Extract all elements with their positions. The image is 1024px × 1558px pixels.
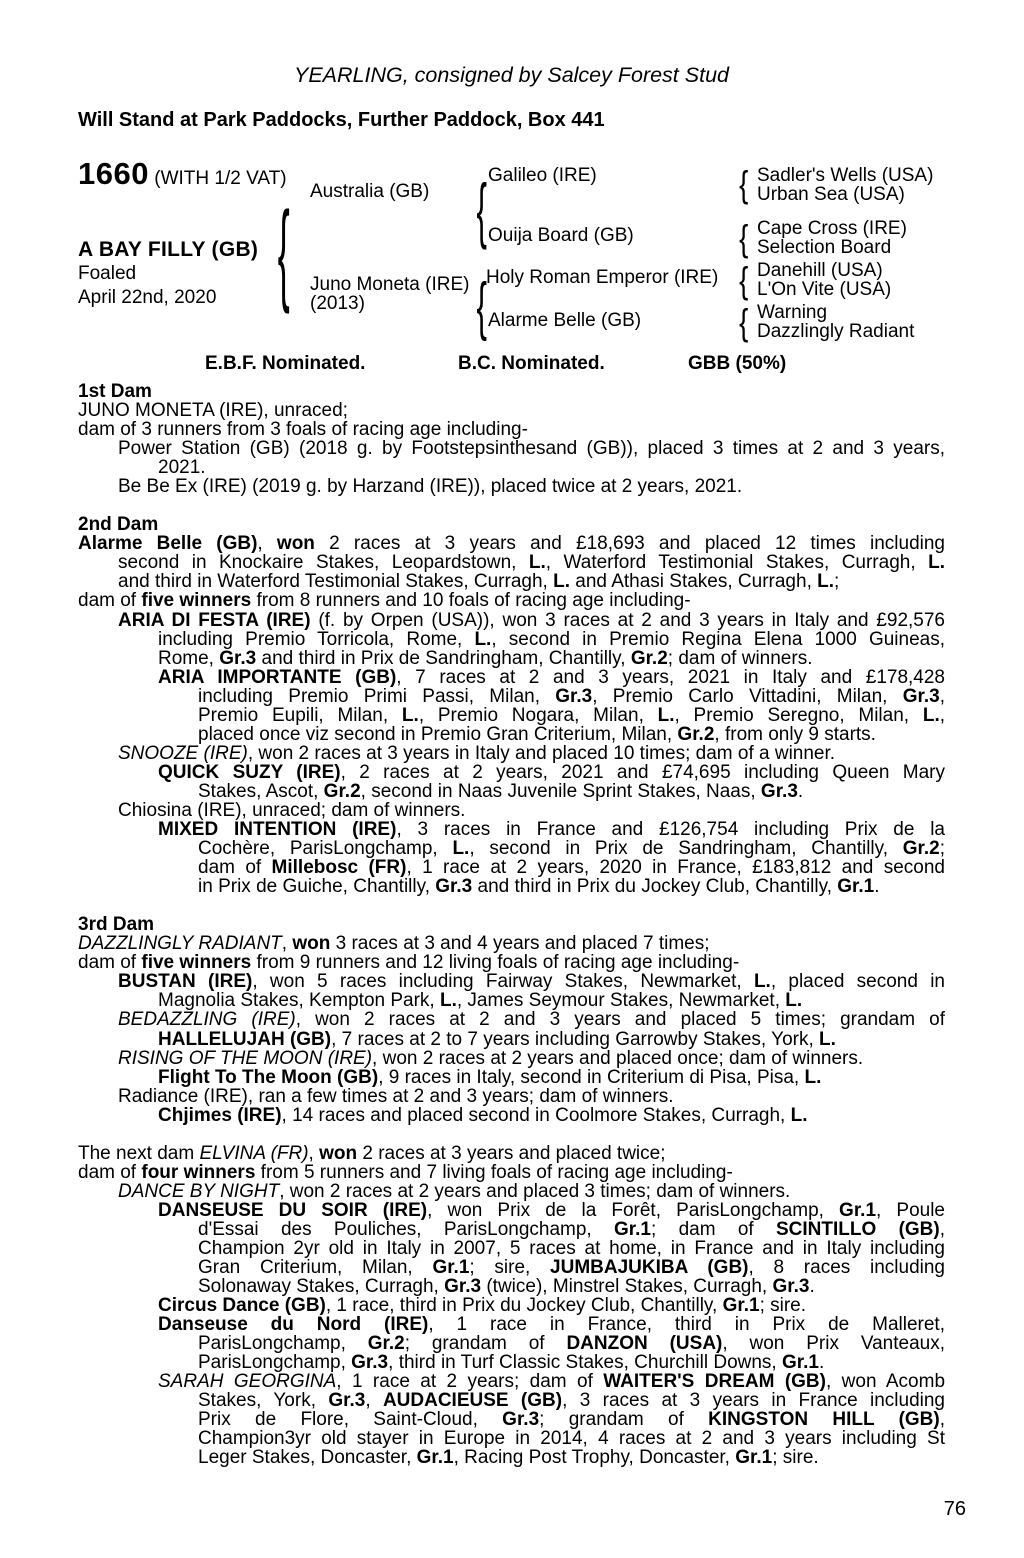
pedigree-text-line: Be Be Ex (IRE) (2019 g. by Harzand (IRE)), placed twice at 2 years, 2021. <box>118 476 743 498</box>
great-grandparent-name: Cape Cross (IRE) <box>757 218 907 239</box>
pedigree-text-line: Circus Dance (GB), 1 race, third in Prix du Jockey Club, Chantilly, Gr.1; sire. <box>158 1295 807 1317</box>
pedigree-text-line: Chjimes (IRE), 14 races and placed second in Coolmore Stakes, Curragh, L. <box>158 1104 808 1126</box>
pedigree-text-line: second in Knockaire Stakes, Leopardstown, L., Waterford Testimonial Stakes, Curragh, L. <box>118 552 945 574</box>
sire-name: Australia (GB) <box>310 181 430 202</box>
pedigree-text-line: dam of five winners from 9 runners and 12 living foals of racing age including- <box>78 952 740 974</box>
pedigree-text-line: Premio Eupili, Milan, L., Premio Nogara, Milan, L., Premio Seregno, Milan, L., <box>198 704 946 726</box>
dam-section <box>78 1144 945 1468</box>
great-grandparent-name: Sadler's Wells (USA) <box>757 165 934 186</box>
great-grandparent-name: Danehill (USA) <box>757 260 883 281</box>
pedigree-text-line: Flight To The Moon (GB), 9 races in Italy, second in Criterium di Pisa, Pisa, L. <box>158 1066 822 1088</box>
page-title: YEARLING, consigned by Salcey Forest Stud <box>294 63 729 87</box>
stand-note: Will Stand at Park Paddocks, Further Paddock, Box 441 <box>78 109 605 131</box>
dam-name-text: Juno Moneta (IRE) <box>310 274 470 295</box>
pedigree-text-line: Prix de Flore, Saint-Cloud, Gr.3; grandam of KINGSTON HILL (GB), <box>198 1409 946 1431</box>
pedigree-text-line: including Premio Torricola, Rome, L., second in Premio Regina Elena 1000 Guineas, <box>158 628 945 650</box>
lot <box>78 156 287 191</box>
pedigree-text-line: d'Essai des Pouliches, ParisLongchamp, Gr.1; dam of SCINTILLO (GB), <box>198 1218 946 1240</box>
brace-icon: { <box>739 163 749 205</box>
pedigree-text-line: 2021. <box>158 457 206 479</box>
page-number: 76 <box>943 1498 966 1520</box>
pedigree-text-line: dam of four winners from 5 runners and 7 living foals of racing age including- <box>78 1161 733 1183</box>
pedigree-text-line: dam of Millebosc (FR), 1 race at 2 years, 2020 in France, £183,812 and second <box>198 857 945 879</box>
dam-heading: 1st Dam <box>78 381 152 402</box>
pedigree-text-line: Stakes, Ascot, Gr.2, second in Naas Juvenile Sprint Stakes, Naas, Gr.3. <box>198 780 804 802</box>
great-grandparent-name: Dazzlingly Radiant <box>757 320 915 342</box>
pedigree-text-line: and third in Waterford Testimonial Stakes, Curragh, L. and Athasi Stakes, Curragh, L.; <box>118 571 840 593</box>
dam-sire-parents <box>757 262 891 300</box>
great-grandparent-name: Warning <box>757 302 828 323</box>
pedigree-text-line: RISING OF THE MOON (IRE), won 2 races at 2 years and placed once; dam of winners. <box>118 1047 864 1069</box>
pedigree-text-line: HALLELUJAH (GB), 7 races at 2 to 7 years including Garrowby Stakes, York, L. <box>158 1028 836 1050</box>
dam-heading: 2nd Dam <box>78 514 159 536</box>
great-grandparent-name: Urban Sea (USA) <box>757 183 905 205</box>
brace-icon: { <box>739 217 749 259</box>
pedigree-text-line: Danseuse du Nord (IRE), 1 race in France, third in Prix de Malleret, <box>158 1314 945 1336</box>
pedigree-text-line: Chiosina (IRE), unraced; dam of winners. <box>118 799 466 821</box>
pedigree-text-line: Stakes, York, Gr.3, AUDACIEUSE (GB), 3 races at 3 years in France including <box>198 1390 945 1412</box>
lot-vat-note: (WITH 1/2 VAT) <box>154 168 287 189</box>
sire-dam-name: Ouija Board (GB) <box>488 225 634 246</box>
pedigree-text-line: Power Station (GB) (2018 g. by Footstepsinthesand (GB)), placed 3 times at 2 and 3 years, <box>118 438 945 460</box>
nominations-row <box>78 354 945 374</box>
dam-section <box>78 382 945 496</box>
bc-nominated-label: B.C. Nominated. <box>458 353 605 374</box>
foaled-date: April 22nd, 2020 <box>78 286 217 308</box>
subject-name: A BAY FILLY (GB) <box>78 238 259 261</box>
pedigree-text-line: placed once viz second in Premio Gran Criterium, Milan, Gr.2, from only 9 starts. <box>198 723 876 745</box>
pedigree-table <box>78 147 945 347</box>
pedigree-text-line: JUNO MONETA (IRE), unraced; <box>78 400 348 422</box>
dam-sire-name: Holy Roman Emperor (IRE) <box>486 267 719 288</box>
pedigree-text-line: ARIA DI FESTA (IRE) (f. by Orpen (USA)), won 3 races at 2 and 3 years in Italy and £92,576 <box>118 609 945 631</box>
dam-dam-name: Alarme Belle (GB) <box>488 310 642 331</box>
page-content <box>78 0 945 1468</box>
dam-section <box>78 915 945 1125</box>
pedigree-text-line: Rome, Gr.3 and third in Prix de Sandringham, Chantilly, Gr.2; dam of winners. <box>158 647 813 669</box>
brace-icon: { <box>278 187 290 315</box>
brace-icon: { <box>739 301 749 343</box>
foaled-label: Foaled <box>78 263 137 284</box>
pedigree-text-line: BEDAZZLING (IRE), won 2 races at 2 and 3 years and placed 5 times; grandam of <box>118 1009 945 1031</box>
pedigree-text-line: SARAH GEORGINA, 1 race at 2 years; dam of WAITER'S DREAM (GB), won Acomb <box>158 1371 946 1393</box>
great-grandparent-name: L'On Vite (USA) <box>757 278 892 300</box>
dam-section <box>78 515 945 896</box>
dam-year: (2013) <box>310 293 365 314</box>
pedigree-text-line: Alarme Belle (GB), won 2 races at 3 years and £18,693 and placed 12 times including <box>78 533 946 555</box>
pedigree-text-line: ARIA IMPORTANTE (GB), 7 races at 2 and 3 years, 2021 in Italy and £178,428 <box>158 666 945 688</box>
ebf-nominated-label: E.B.F. Nominated. <box>205 353 366 374</box>
pedigree-text-line: dam of 3 runners from 3 foals of racing age including- <box>78 419 528 441</box>
pedigree-text-line: ParisLongchamp, Gr.3, third in Turf Classic Stakes, Churchill Downs, Gr.1. <box>198 1352 825 1374</box>
pedigree-text-line: SNOOZE (IRE), won 2 races at 3 years in Italy and placed 10 times; dam of a winner. <box>118 742 836 764</box>
pedigree-text-line: Champion 2yr old in Italy in 2007, 5 races at home, in France and in Italy including <box>198 1237 945 1259</box>
lot-number: 1660 <box>78 156 149 191</box>
great-grandparent-name: Selection Board <box>757 236 892 258</box>
sire-sire-name: Galileo (IRE) <box>488 165 597 186</box>
pedigree-text-line: Gran Criterium, Milan, Gr.1; sire, JUMBAJUKIBA (GB), 8 races including <box>198 1257 945 1279</box>
gbb-label: GBB (50%) <box>688 353 787 374</box>
pedigree-text-line: Magnolia Stakes, Kempton Park, L., James Seymour Stakes, Newmarket, L. <box>158 990 803 1012</box>
pedigree-text-line: Champion3yr old stayer in Europe in 2014, 4 races at 2 and 3 years including St <box>198 1428 945 1450</box>
pedigree-text-line: DANSEUSE DU SOIR (IRE), won Prix de la Forêt, ParisLongchamp, Gr.1, Poule <box>158 1199 946 1221</box>
dams <box>78 382 945 1468</box>
dam-dam-parents <box>757 304 914 342</box>
pedigree-text-line: including Premio Primi Passi, Milan, Gr.3, Premio Carlo Vittadini, Milan, Gr.3, <box>198 685 945 707</box>
dam-heading: 3rd Dam <box>78 914 155 936</box>
sire-sire-parents <box>757 167 933 205</box>
pedigree-text-line: dam of five winners from 8 runners and 10 foals of racing age including- <box>78 590 691 612</box>
pedigree-text-line: Radiance (IRE), ran a few times at 2 and 3 years; dam of winners. <box>118 1085 674 1107</box>
pedigree-text-line: ParisLongchamp, Gr.2; grandam of DANZON (USA), won Prix Vanteaux, <box>198 1333 945 1355</box>
brace-icon: { <box>476 268 488 342</box>
pedigree-text-line: Solonaway Stakes, Curragh, Gr.3 (twice), Minstrel Stakes, Curragh, Gr.3. <box>198 1276 815 1298</box>
pedigree-text-line: The next dam ELVINA (FR), won 2 races at 3 years and placed twice; <box>78 1142 666 1164</box>
sire-dam-parents <box>757 220 907 258</box>
pedigree-text-line: DAZZLINGLY RADIANT, won 3 races at 3 and 4 years and placed 7 times; <box>78 933 710 955</box>
subject-horse <box>78 237 293 309</box>
brace-icon: { <box>476 167 488 251</box>
pedigree-text-line: in Prix de Guiche, Chantilly, Gr.3 and third in Prix du Jockey Club, Chantilly, Gr.1. <box>198 876 880 898</box>
pedigree-text-line: BUSTAN (IRE), won 5 races including Fairway Stakes, Newmarket, L., placed second in <box>118 971 945 993</box>
brace-icon: { <box>739 259 749 301</box>
pedigree-text-line: DANCE BY NIGHT, won 2 races at 2 years and placed 3 times; dam of winners. <box>118 1180 791 1202</box>
pedigree-text-line: Leger Stakes, Doncaster, Gr.1, Racing Post Trophy, Doncaster, Gr.1; sire. <box>198 1447 819 1469</box>
pedigree-text-line: Cochère, ParisLongchamp, L., second in Prix de Sandringham, Chantilly, Gr.2; <box>198 838 946 860</box>
pedigree-text-line: MIXED INTENTION (IRE), 3 races in France and £126,754 including Prix de la <box>158 819 945 841</box>
pedigree-text-line: QUICK SUZY (IRE), 2 races at 2 years, 2021 and £74,695 including Queen Mary <box>158 761 945 783</box>
